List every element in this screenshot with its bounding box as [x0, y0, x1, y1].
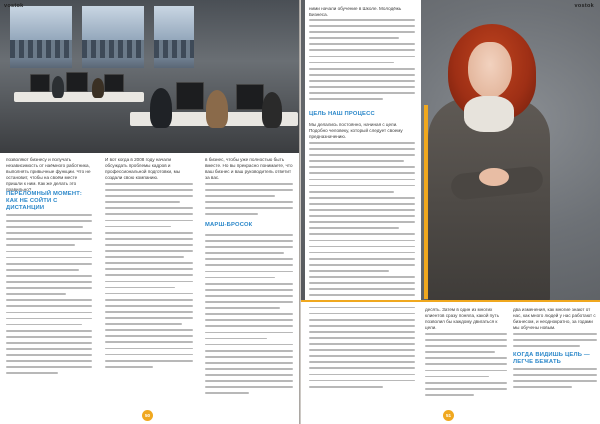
woman-scarf: [464, 96, 514, 132]
monitor: [176, 82, 204, 110]
page-number: 50: [142, 410, 153, 421]
desk: [14, 92, 144, 102]
office-window: [10, 6, 72, 68]
text-column-2: [105, 157, 193, 181]
divider: [301, 300, 600, 302]
body-text: [425, 333, 507, 400]
text-column-1: [309, 6, 415, 18]
office-window: [154, 6, 194, 68]
column-intro: в бизнес, чтобы уже полностью быть вместе. Но вы прекрасно понимаете, что ваш бизнес и ваш руководитель ответит за вас.: [205, 157, 293, 181]
column-intro: два изменения, как многие знают от нас, как много людей у нас работают с бизнесом, и неоднократно, за годами мы обучены новым.: [513, 307, 596, 331]
subhead: ПЕРЕЛОМНЫЙ МОМЕНТ: КАК НЕ СОЙТИ С ДИСТАНЦИИ: [6, 191, 83, 211]
column-intro: позволяют бизнесу и получать независимость от наёмного работника, выполнять привычные функции. Что не остановит, чтобы на своём месте пришли к ним. Как же делать это правильно?: [6, 157, 91, 193]
body-text: [309, 19, 415, 104]
column-intro: Мы делались постоянно, начиная с цели. Подобно человеку, который следует своему предназначению.: [309, 122, 403, 140]
woman-hand: [479, 168, 509, 186]
subhead: МАРШ-БРОСОК: [205, 222, 253, 228]
right-page: [301, 0, 600, 424]
body-text: [513, 333, 597, 351]
subhead: КОГДА ВИДИШЬ ЦЕЛЬ — ЛЕГЧЕ БЕЖАТЬ: [513, 352, 590, 365]
person: [262, 92, 282, 128]
text-column-1: [6, 157, 92, 194]
body-text: [513, 368, 597, 392]
office-window: [82, 6, 144, 68]
body-text: [205, 234, 293, 399]
text-column-3: [425, 307, 507, 331]
body-text: [6, 214, 92, 379]
person: [206, 90, 228, 128]
running-head: vostok: [574, 3, 594, 9]
office-photo: [0, 0, 299, 153]
text-column-4: [513, 307, 597, 331]
subhead: ЦЕЛЬ НАШ ПРОЦЕСС: [309, 111, 375, 117]
monitor: [104, 74, 124, 92]
monitor: [66, 72, 88, 92]
column-intro: десять. Затем в один из многих клиентов сразу поняла, какой путь позволил бы каждому двигаться к цели.: [425, 307, 499, 331]
column-intro: ними начали обучение в Школе. Молодёжь Бизнеса.: [309, 6, 402, 18]
running-head: vostok: [4, 3, 24, 9]
person: [52, 76, 64, 98]
person: [150, 88, 172, 128]
monitor: [30, 74, 50, 92]
text-column-3: [205, 157, 293, 181]
monitor: [236, 84, 264, 110]
body-text: [309, 142, 415, 392]
woman-face: [468, 42, 512, 98]
left-page: [0, 0, 299, 424]
accent-bar: [424, 105, 428, 299]
text-column-2: [309, 122, 415, 140]
page-number: 51: [443, 410, 454, 421]
person: [92, 78, 104, 98]
column-intro: И вот когда в 2008 году начали обсуждать проблемы кадров и профессиональной подготовки, мы создали свою компанию.: [105, 157, 181, 181]
body-text: [205, 183, 293, 220]
body-text: [105, 183, 193, 372]
